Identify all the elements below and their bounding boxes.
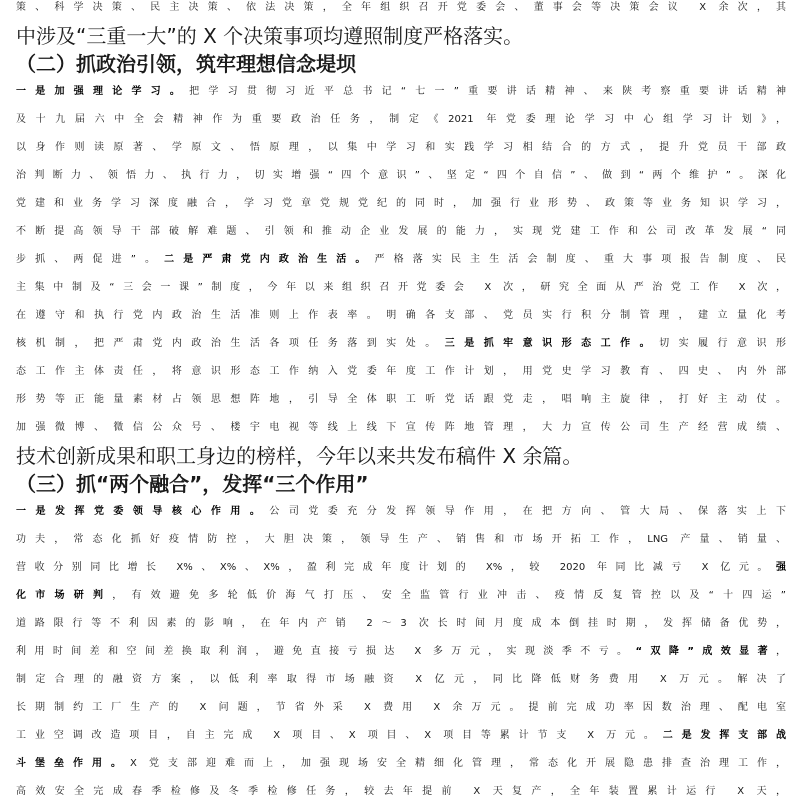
text-segment: 高效安全完成春季检修及冬季检修任务，较去年提前 X 天复产，全年装置累计运行 X 天， bbox=[16, 786, 786, 797]
text-line bbox=[16, 554, 786, 582]
text-line bbox=[16, 526, 786, 554]
text-line bbox=[16, 498, 786, 526]
text-line bbox=[16, 722, 786, 750]
text-segment: 步抓、两促进”。 bbox=[16, 254, 165, 265]
text-segment: 把学习贯彻习近平总书记“七一”重要讲话精神、来陕考察重要讲话精神 bbox=[189, 86, 786, 97]
text-line bbox=[16, 190, 786, 218]
text-segment: 中涉及“三重一大”的 X 个决策事项均遵照制度严格落实。 bbox=[16, 24, 524, 48]
text-segment: （三）抓“两个融合”，发挥“三个作用” bbox=[16, 472, 369, 496]
bold-lead-phrase: 二是发挥支部战 bbox=[662, 730, 786, 741]
text-segment: 在遵守和执行党内政治生活准则上作表率。明确各支部、党员实行积分制管理，建立量化考 bbox=[16, 310, 786, 321]
text-line bbox=[16, 414, 786, 442]
text-segment: 及十九届六中全会精神作为重要政治任务，制定《2021 年党委理论学习中心组学习计划》， bbox=[16, 114, 786, 125]
text-segment: 公司党委充分发挥领导作用，在把方向、管大局、保落实上下 bbox=[269, 506, 787, 517]
text-segment: 营收分别同比增长 X%、X%、X%，盈利完成年度计划的 X%，较 2020 年同比减亏 X 亿元。 bbox=[16, 562, 776, 573]
bold-lead-phrase: 三是抓牢意识形态工作。 bbox=[444, 338, 660, 349]
text-line bbox=[16, 0, 786, 22]
text-line bbox=[16, 106, 786, 134]
text-segment: 不断提高领导干部破解难题、引领和推动企业发展的能力，实现党建工作和公司改革发展“同 bbox=[16, 226, 786, 237]
text-segment: 技术创新成果和职工身边的榜样，今年以来共发布稿件 X 余篇。 bbox=[16, 444, 583, 468]
text-segment: 工业空调改造项目，自主完成 X 项目、X 项目、X 项目等累计节支 X 万元。 bbox=[16, 730, 663, 741]
text-segment: 长期制约工厂生产的 X 问题，节省外采 X 费用 X 余万元。提前完成功率因数治理、配电室 bbox=[16, 702, 786, 713]
section-heading bbox=[16, 470, 786, 498]
text-line bbox=[16, 274, 786, 302]
text-line bbox=[16, 386, 786, 414]
text-line bbox=[16, 330, 786, 358]
text-segment: 切实履行意识形 bbox=[659, 338, 787, 349]
text-line bbox=[16, 302, 786, 330]
text-segment: ，有效避免多轮低价海气打压、安全监管行业冲击、疫情反复管控以及“十四运” bbox=[112, 590, 786, 601]
text-line bbox=[16, 218, 786, 246]
bold-lead-phrase: “双降”成效显著 bbox=[635, 646, 776, 657]
bold-lead-phrase: 一是加强理论学习。 bbox=[16, 86, 190, 97]
text-segment: 严格落实民主生活会制度、重大事项报告制度、民 bbox=[374, 254, 787, 265]
text-line bbox=[16, 750, 786, 778]
text-line bbox=[16, 666, 786, 694]
text-segment: 加强微博、微信公众号、楼宇电视等线上线下宣传阵地管理，大力宣传公司生产经营成绩、 bbox=[16, 422, 786, 433]
bold-lead-phrase: 二是严肃党内政治生活。 bbox=[164, 254, 375, 265]
text-line bbox=[16, 78, 786, 106]
section-heading bbox=[16, 50, 786, 78]
text-segment: 党建和业务学习深度融合，学习党章党规党纪的同时，加强行业形势、政策等业务知识学习， bbox=[16, 198, 786, 209]
text-line bbox=[16, 610, 786, 638]
text-segment: （二）抓政治引领，筑牢理想信念堤坝 bbox=[16, 52, 356, 76]
text-segment: 利用时间差和空间差换取利润，避免直接亏损达 X 多万元，实现淡季不亏。 bbox=[16, 646, 636, 657]
document-body bbox=[16, 0, 786, 806]
text-segment: 核机制，把严肃党内政治生活各项任务落到实处。 bbox=[16, 338, 445, 349]
text-line bbox=[16, 246, 786, 274]
text-line bbox=[16, 358, 786, 386]
text-segment: X 党支部迎难而上，加强现场安全精细化管理，常态化开展隐患排查治理工作， bbox=[130, 758, 787, 769]
text-segment: 功夫，常态化抓好疫情防控，大胆决策，领导生产、销售和市场开拓工作，LNG 产量、销量、 bbox=[16, 534, 786, 545]
text-segment: 态工作主体责任，将意识形态工作纳入党委年度工作计划，用党史学习教育、四史、内外部 bbox=[16, 366, 786, 377]
text-line bbox=[16, 22, 786, 50]
text-line bbox=[16, 442, 786, 470]
text-segment: 以身作则读原著、学原文、悟原理，以集中学习和实践学习相结合的方式，提升党员干部政 bbox=[16, 142, 786, 153]
text-segment: ， bbox=[776, 646, 786, 657]
bold-lead-phrase: 一是发挥党委领导核心作用。 bbox=[16, 506, 270, 517]
text-line bbox=[16, 162, 786, 190]
text-segment: 制定合理的融资方案，以低利率取得市场融资 X 亿元，同比降低财务费用 X 万元。解决了 bbox=[16, 674, 786, 685]
text-line bbox=[16, 694, 786, 722]
text-line bbox=[16, 134, 786, 162]
text-segment: 形势等正能量素材占领思想阵地，引导全体职工听党话跟党走，唱响主旋律，打好主动仗。 bbox=[16, 394, 786, 405]
bold-lead-phrase: 化市场研判 bbox=[16, 590, 113, 601]
text-segment: 道路限行等不利因素的影响，在年内产销 2～3 次长时间月度成本倒挂时期，发挥储备优势， bbox=[16, 618, 786, 629]
text-line bbox=[16, 778, 786, 806]
text-segment: 主集中制及“三会一课”制度，今年以来组织召开党委会 X 次，研究全面从严治党工作 X 次， bbox=[16, 282, 786, 293]
text-segment: 治判断力、领悟力、执行力，切实增强“四个意识”、坚定“四个自信”、做到“两个维护”。深化 bbox=[16, 170, 786, 181]
text-line bbox=[16, 582, 786, 610]
bold-lead-phrase: 强 bbox=[776, 562, 786, 573]
text-segment: 策、科学决策、民主决策、依法决策，全年组织召开党委会、董事会等决策会议 X 余次，其 bbox=[16, 2, 786, 13]
text-line bbox=[16, 638, 786, 666]
bold-lead-phrase: 斗堡垒作用。 bbox=[16, 758, 130, 769]
